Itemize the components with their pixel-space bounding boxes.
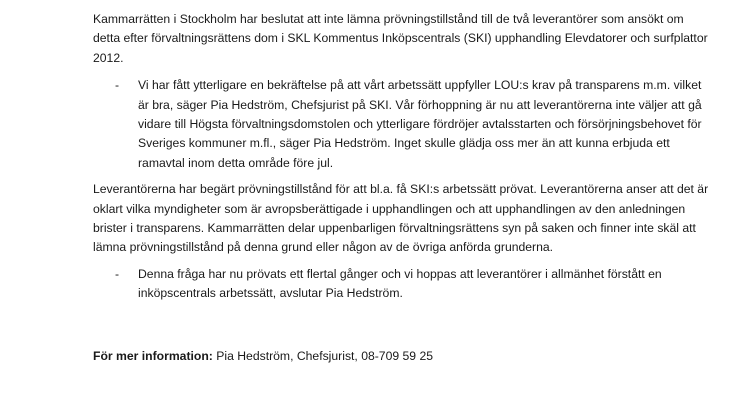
quote-bullet-1 [93,76,711,173]
contact-info [93,347,433,366]
quote-text-2: Denna fråga har nu prövats ett flertal gånger och vi hoppas att leverantörer i allmänhet förstått en inköpscentrals arbetssätt, avslutar Pia Hedström. [138,266,662,301]
quote-text-1: Vi har fått ytterligare en bekräftelse på att vårt arbetssätt uppfyller LOU:s krav på transparens m.m. vilket är bra, säger Pia Hedström, Chefsjurist på SKI. Vår förhoppning är nu att leverantörerna inte väljer att gå vidare till Högsta förvaltningsdomstolen och ytterligare fördröjer avtalsstarten och försörjningsbehovet för Sveriges kommuner m.fl., säger Pia Hedström. Inget skulle glädja oss mer än att kunna erbjuda ett ramavtal inom detta område före jul. [138,78,702,170]
contact-value: Pia Hedström, Chefsjurist, 08-709 59 25 [216,349,434,363]
document-body [93,10,711,304]
quote-bullet-2 [93,265,711,304]
contact-label: För mer information: [93,349,213,363]
bullet-dash: - [115,266,120,281]
intro-paragraph: Kammarrätten i Stockholm har beslutat att inte lämna prövningstillstånd till de två leverantörer som ansökt om detta efter förvaltningsrättens dom i SKL Kommentus Inköpscentrals (SKI) upphandling Elevdatorer och surfplattor 2012. [93,12,708,65]
bullet-dash: - [115,78,120,93]
body-paragraph: Leverantörerna har begärt prövningstillstånd för att bl.a. få SKI:s arbetssätt prövat. Leverantörerna anser att det är oklart vilka myndigheter som är avropsberättigade i upphandlingen och att upphandlingen av den anledningen brister i transparens. Kammarrätten delar uppenbarligen förvaltningsrättens syn på saken och finner inte skäl att lämna prövningstillstånd på denna grund eller någon av de övriga anförda grunderna. [93,182,709,255]
